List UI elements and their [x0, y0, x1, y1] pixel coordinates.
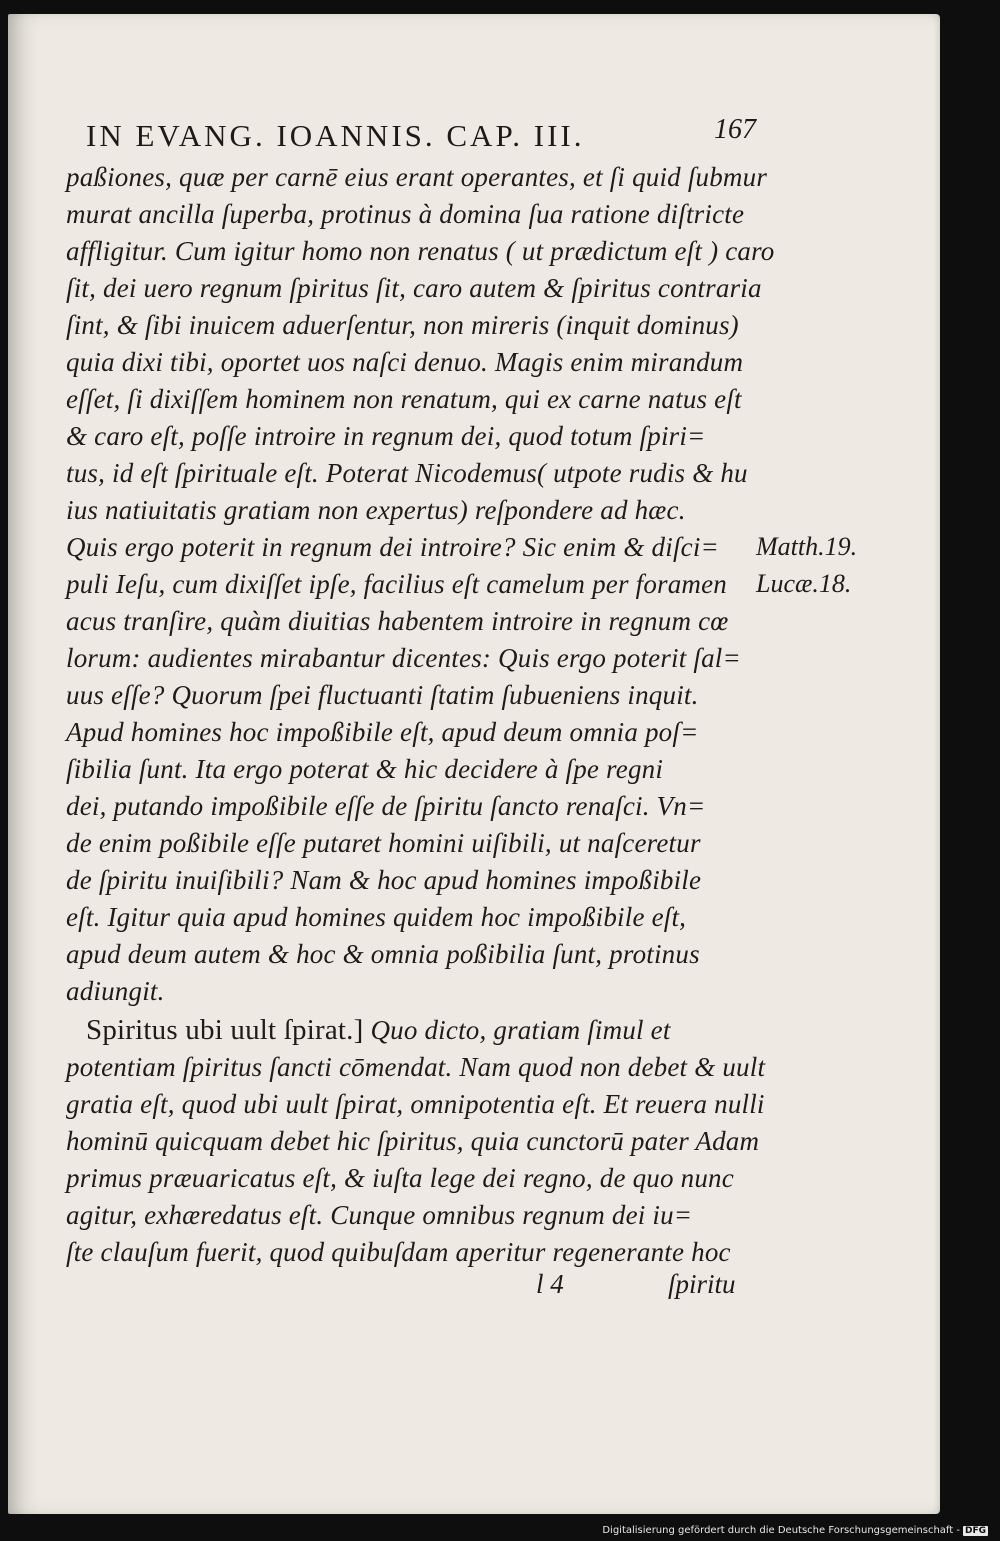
text-line: ſint, & ſibi inuicem aduerſentur, non mireris (inquit dominus): [66, 310, 739, 340]
book-page: [8, 14, 940, 1514]
text-line: Apud homines hoc impoßibile eſt, apud deum omnia poſ=: [66, 717, 699, 747]
catchword: ſpiritu: [668, 1269, 736, 1299]
text-line: ius natiuitatis gratiam non expertus) reſpondere ad hæc.: [66, 495, 686, 525]
dfg-logo: DFG: [964, 1526, 986, 1536]
text-line: quia dixi tibi, oportet uos naſci denuo. Magis enim mirandum: [66, 347, 744, 377]
text-line: Quis ergo poterit in regnum dei introire? Sic enim & diſci=: [66, 532, 719, 562]
text-line: hominū quicquam debet hic ſpiritus, quia cunctorū pater Adam: [66, 1126, 760, 1156]
text-line: de ſpiritu inuiſibili? Nam & hoc apud homines impoßibile: [66, 865, 702, 895]
text-line: gratia eſt, quod ubi uult ſpirat, omnipotentia eſt. Et reuera nulli: [66, 1089, 765, 1119]
text-line: dei, putando impoßibile eſſe de ſpiritu ſancto renaſci. Vn=: [66, 791, 706, 821]
digitization-credit: [602, 1525, 988, 1536]
text-line: & caro eſt, poſſe introire in regnum dei, quod totum ſpiri=: [66, 421, 706, 451]
running-head: IN EVANG. IOANNIS. CAP. III.: [86, 118, 585, 153]
lemma-line: [86, 1014, 671, 1047]
lemma-heading: Spiritus ubi uult ſpirat.]: [86, 1014, 364, 1046]
text-line: ſte clauſum fuerit, quod quibuſdam aperitur regenerante hoc: [66, 1237, 731, 1267]
text-line: ſibilia ſunt. Ita ergo poterat & hic decidere à ſpe regni: [66, 754, 664, 784]
text-line: eſt. Igitur quia apud homines quidem hoc impoßibile eſt,: [66, 902, 687, 932]
text-line: lorum: audientes mirabantur dicentes: Quis ergo poterit ſal=: [66, 643, 741, 673]
text-line: puli Ieſu, cum dixiſſet ipſe, facilius eſt camelum per foramen: [66, 569, 728, 599]
margin-note-matthew: Matth.19.: [756, 532, 858, 561]
text-line: murat ancilla ſuperba, protinus à domina ſua ratione diſtricte: [66, 199, 745, 229]
text-line: agitur, exhæredatus eſt. Cunque omnibus regnum dei iu=: [66, 1200, 693, 1230]
folio-number: 167: [714, 114, 756, 145]
text-line: primus præuaricatus eſt, & iuſta lege dei regno, de quo nunc: [66, 1163, 734, 1193]
credit-text: Digitalisierung gefördert durch die Deutsche Forschungsgemeinschaft -: [602, 1525, 960, 1536]
text-line: uus eſſe? Quorum ſpei fluctuanti ſtatim ſubueniens inquit.: [66, 680, 699, 710]
text-line: apud deum autem & hoc & omnia poßibilia ſunt, protinus: [66, 939, 700, 969]
text-line: acus tranſire, quàm diuitias habentem introire in regnum cœ: [66, 606, 729, 636]
text-line: adiungit.: [66, 976, 165, 1006]
signature-mark: l 4: [536, 1269, 564, 1299]
text-line: affligitur. Cum igitur homo non renatus ( ut prædictum eſt ) caro: [66, 236, 775, 266]
text-line: paßiones, quæ per carnē eius erant operantes, et ſi quid ſubmur: [66, 162, 768, 192]
text-line: tus, id eſt ſpirituale eſt. Poterat Nicodemus( utpote rudis & hu: [66, 458, 748, 488]
margin-note-luke: Lucæ.18.: [756, 569, 852, 598]
text-line: eſſet, ſi dixiſſem hominem non renatum, qui ex carne natus eſt: [66, 384, 742, 414]
text-line: potentiam ſpiritus ſancti cōmendat. Nam quod non debet & uult: [66, 1052, 766, 1082]
text-line: de enim poßibile eſſe putaret homini uiſibili, ut naſceretur: [66, 828, 701, 858]
lemma-continuation: Quo dicto, gratiam ſimul et: [370, 1015, 671, 1045]
text-line: ſit, dei uero regnum ſpiritus ſit, caro autem & ſpiritus contraria: [66, 273, 762, 303]
